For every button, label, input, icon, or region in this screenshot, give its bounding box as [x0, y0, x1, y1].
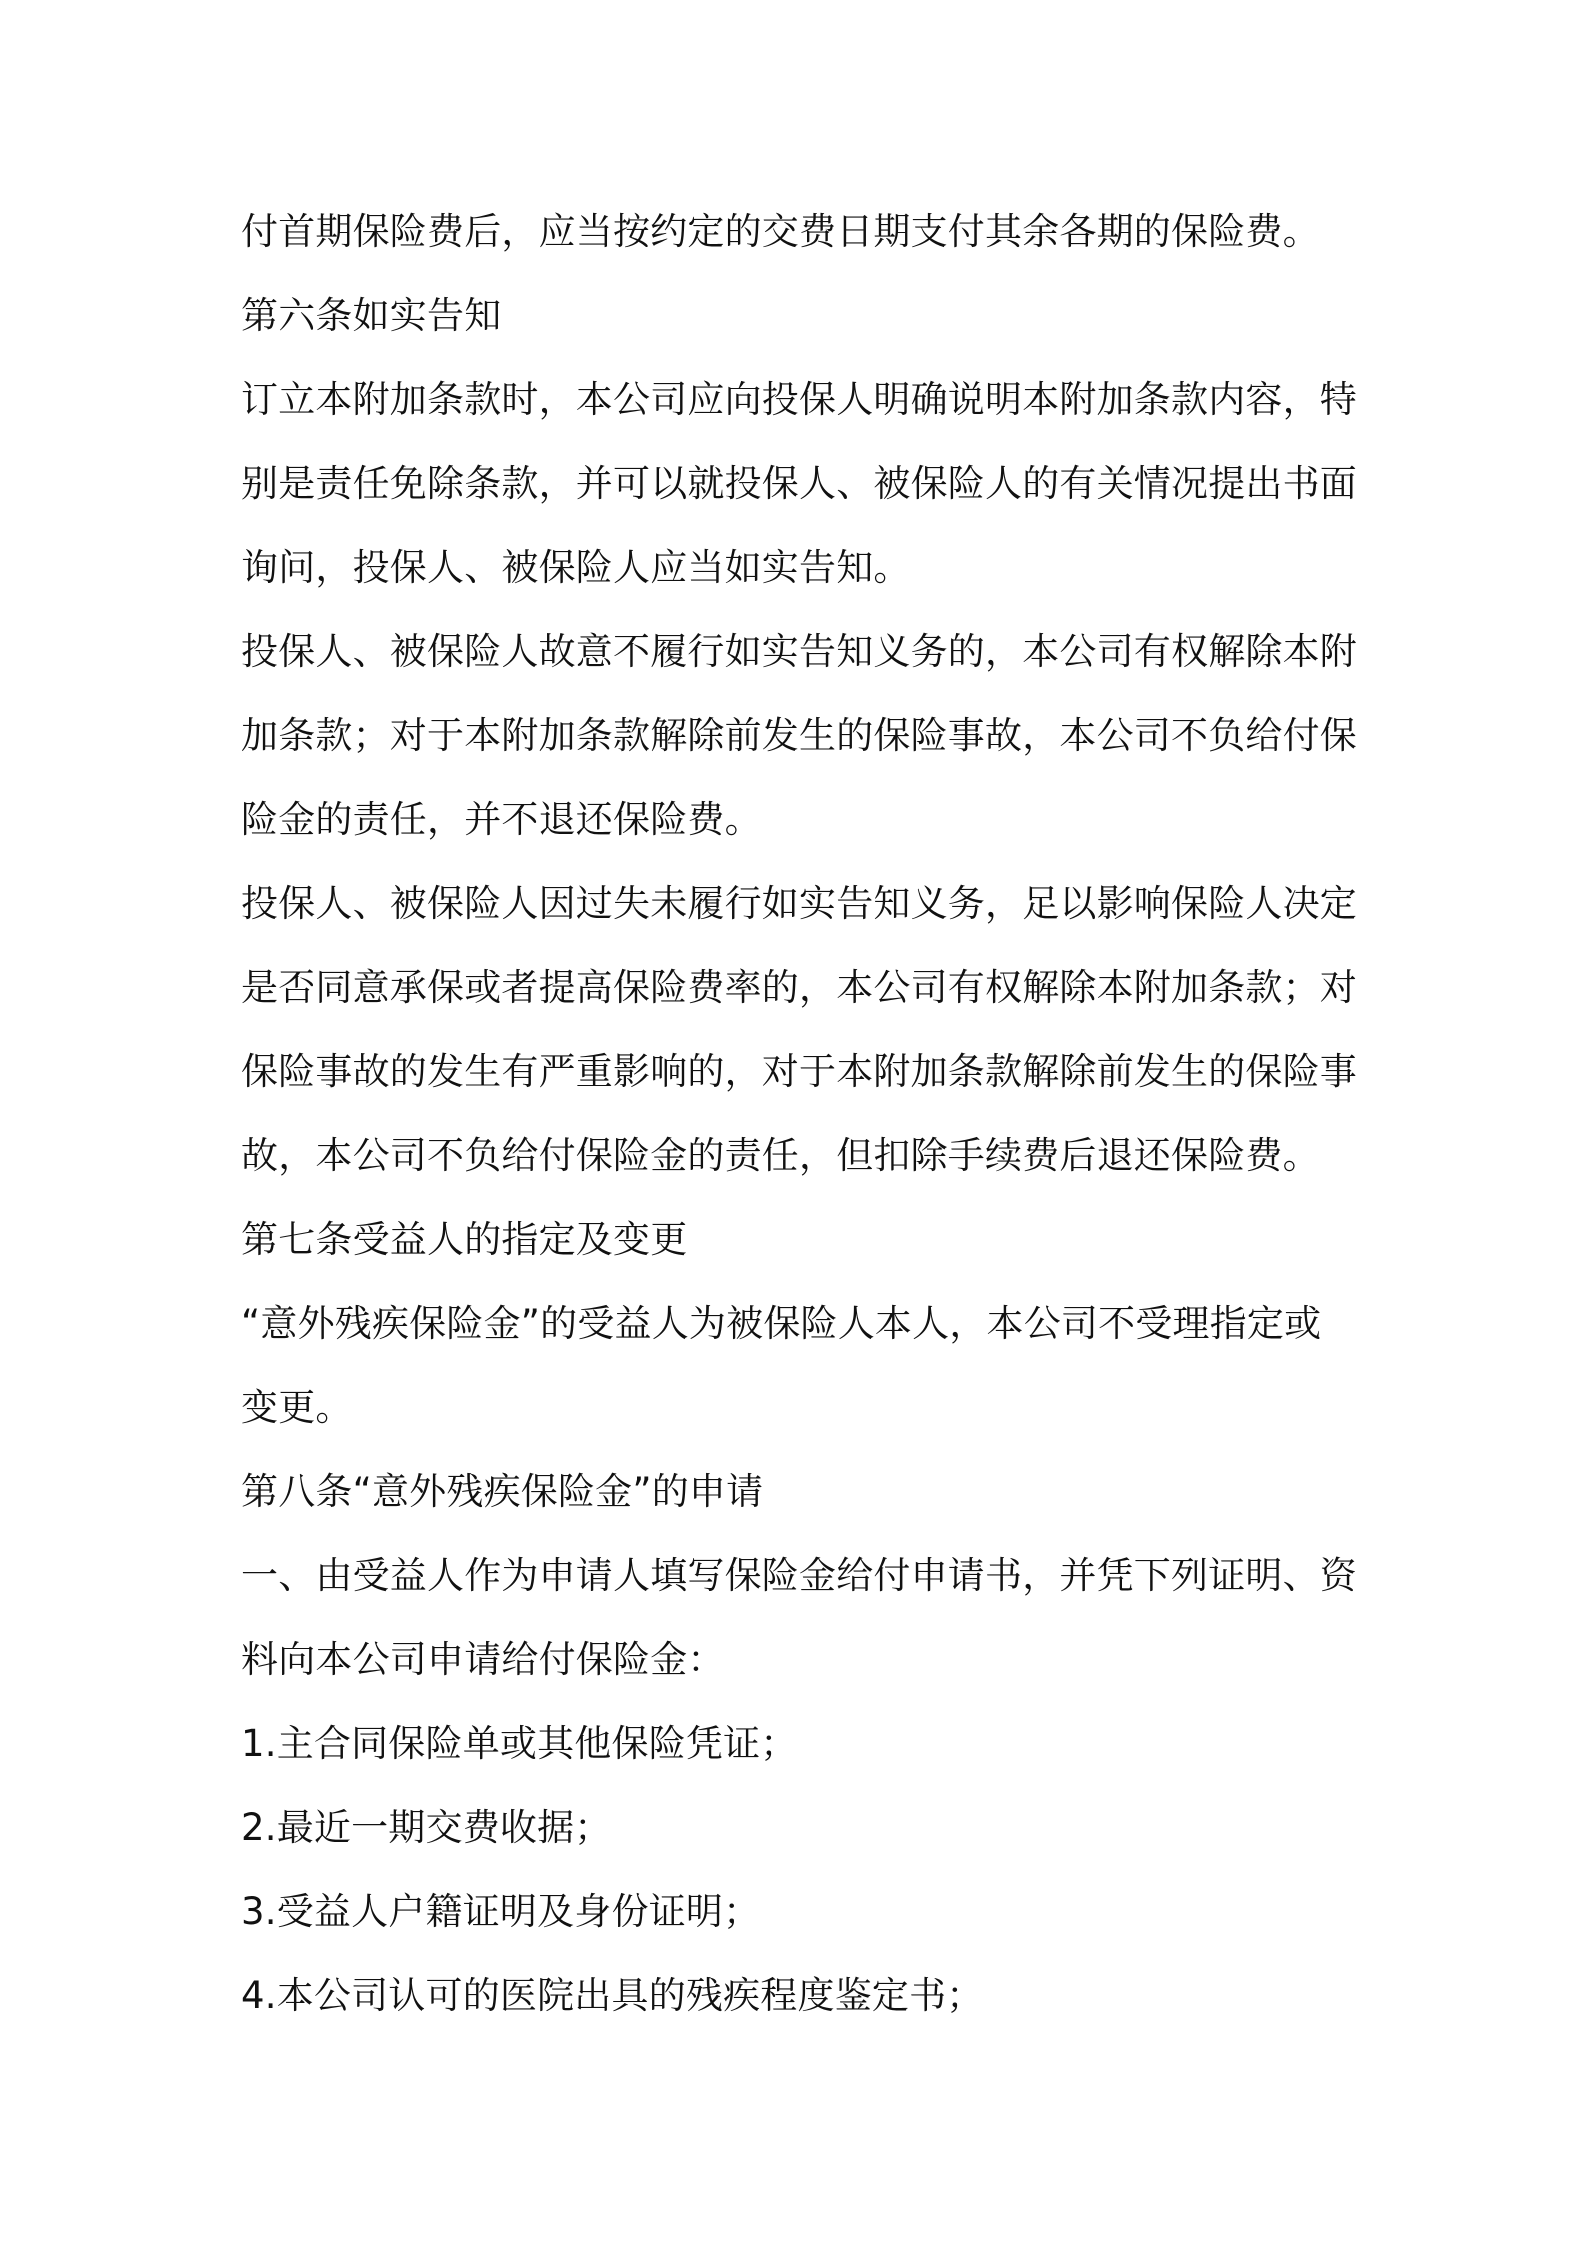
text-line: 订立本附加条款时，本公司应向投保人明确说明本附加条款内容，特 [241, 378, 1357, 421]
text-line: 变更。 [241, 1386, 353, 1429]
text-line: 是否同意承保或者提高保险费率的，本公司有权解除本附加条款；对 [241, 966, 1357, 1009]
text-line: 加条款；对于本附加条款解除前发生的保险事故，本公司不负给付保 [241, 714, 1357, 757]
text-line: “意外残疾保险金”的受益人为被保险人本人，本公司不受理指定或 [241, 1302, 1322, 1345]
article-7-heading: 第七条受益人的指定及变更 [241, 1218, 688, 1261]
text-line: 一、由受益人作为申请人填写保险金给付申请书，并凭下列证明、资 [241, 1554, 1357, 1597]
text-line: 故，本公司不负给付保险金的责任，但扣除手续费后退还保险费。 [241, 1134, 1320, 1177]
text-line-continuation: 付首期保险费后，应当按约定的交费日期支付其余各期的保险费。 [241, 210, 1320, 253]
list-item: 4.本公司认可的医院出具的残疾程度鉴定书； [241, 1974, 984, 2017]
list-item: 1.主合同保险单或其他保险凭证； [241, 1722, 798, 1765]
article-8-heading: 第八条“意外残疾保险金”的申请 [241, 1470, 764, 1513]
list-item: 2.最近一期交费收据； [241, 1806, 612, 1849]
article-6-heading: 第六条如实告知 [241, 294, 502, 337]
list-item: 3.受益人户籍证明及身份证明； [241, 1890, 761, 1933]
text-line: 询问，投保人、被保险人应当如实告知。 [241, 546, 911, 589]
text-line: 投保人、被保险人故意不履行如实告知义务的，本公司有权解除本附 [241, 630, 1357, 673]
text-line: 料向本公司申请给付保险金： [241, 1638, 725, 1681]
document-body [241, 190, 1357, 2038]
text-line: 险金的责任，并不退还保险费。 [241, 798, 762, 841]
text-line: 投保人、被保险人因过失未履行如实告知义务，足以影响保险人决定 [241, 882, 1357, 925]
text-line: 别是责任免除条款，并可以就投保人、被保险人的有关情况提出书面 [241, 462, 1357, 505]
text-line: 保险事故的发生有严重影响的，对于本附加条款解除前发生的保险事 [241, 1050, 1357, 1093]
